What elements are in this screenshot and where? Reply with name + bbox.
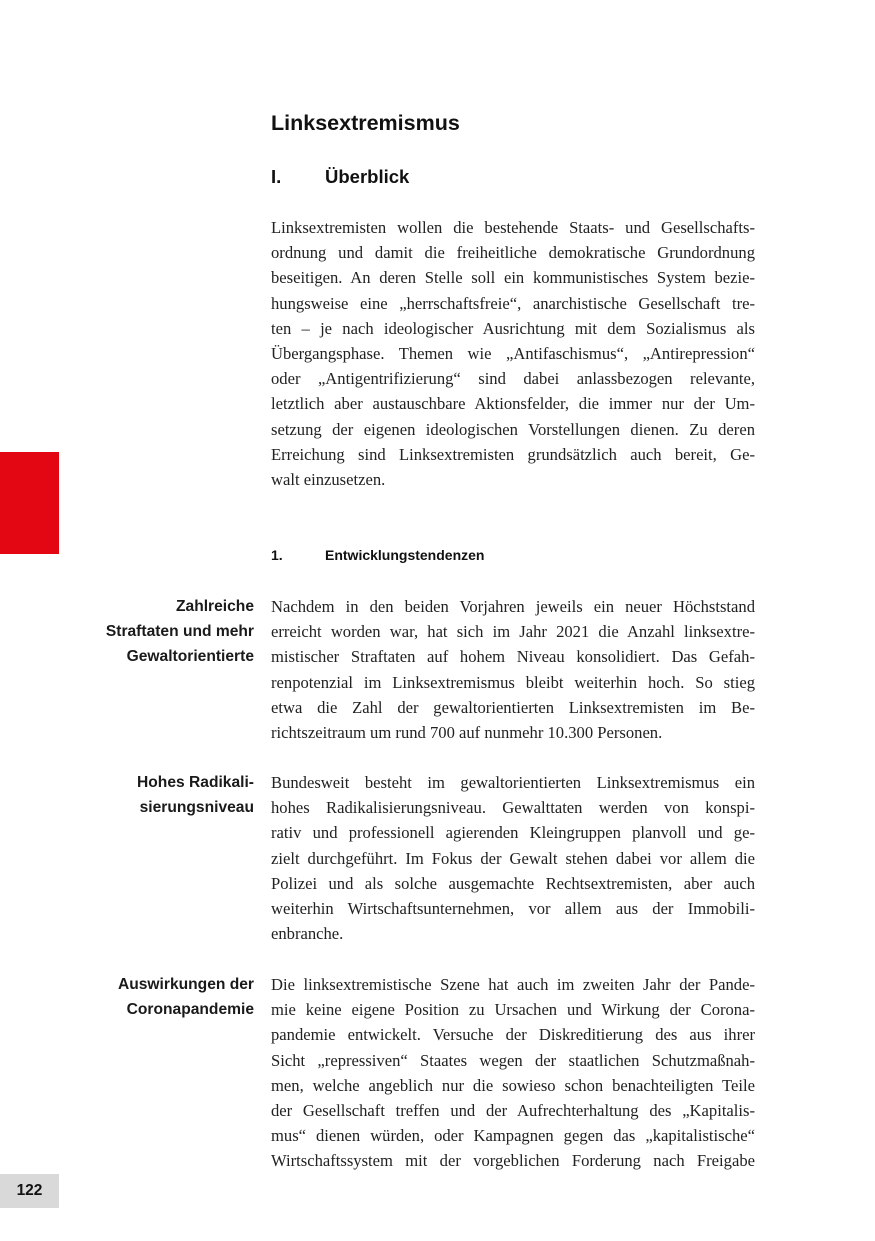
text-line: rativ und professionell agierenden Kleingruppen planvoll und ge-	[271, 823, 755, 843]
text-line: pandemie entwickelt. Versuche der Diskreditierung des aus ihrer	[271, 1025, 755, 1045]
section-title: Überblick	[325, 166, 410, 187]
subsection-number: 1.	[271, 547, 283, 563]
text-line: enbranche.	[271, 924, 344, 944]
text-line: hungsweise eine „herrschaftsfreie“, anarchistische Gesellschaft tre-	[271, 293, 755, 313]
text-line: Die linksextremistische Szene hat auch im zweiten Jahr der Pande-	[271, 975, 755, 994]
body-paragraph	[271, 770, 755, 946]
margin-note: Zahlreiche Straftaten und mehr Gewaltorientierte	[105, 598, 254, 666]
text-line: setzung der eigenen ideologischen Vorstellungen dienen. Zu deren	[271, 419, 755, 439]
intro-paragraph	[271, 215, 755, 492]
text-line: erreicht worden war, hat sich im Jahr 2021 die Anzahl linksextre-	[271, 622, 755, 642]
chapter-title: Linksextremismus	[271, 111, 460, 135]
text-line: zielt durchgeführt. Im Fokus der Gewalt stehen dabei vor allem die	[271, 848, 755, 868]
text-line: Nachdem in den beiden Vorjahren jeweils ein neuer Höchststand	[271, 597, 755, 616]
text-line: der Gesellschaft treffen und der Aufrechterhaltung des „Kapitalis-	[271, 1100, 755, 1120]
text-line: oder „Antigentrifizierung“ sind dabei anlassbezogen relevante,	[271, 369, 755, 389]
body-paragraph	[271, 594, 755, 745]
text-line: men, welche angeblich nur die sowieso schon benachteiligten Teile	[271, 1075, 755, 1095]
text-line: Erreichung sind Linksextremisten grundsätzlich auch bereit, Ge-	[271, 444, 755, 464]
page-number: 122	[0, 1174, 59, 1208]
text-line: Linksextremisten wollen die bestehende Staats- und Gesellschafts-	[271, 218, 755, 237]
text-line: Übergangsphase. Themen wie „Antifaschismus“, „Antirepression“	[271, 343, 755, 363]
text-line: renpotenzial im Linksextremismus bleibt weiterhin hoch. So stieg	[271, 672, 755, 692]
text-line: beseitigen. An deren Stelle soll ein kommunistisches System bezie-	[271, 268, 755, 288]
text-line: walt einzusetzen.	[271, 469, 386, 489]
text-line: etwa die Zahl der gewaltorientierten Linksextremisten im Be-	[271, 697, 755, 717]
margin-note: Auswirkungen der Coronapandemie	[117, 976, 254, 1019]
text-line: mie keine eigene Position zu Ursachen und Wirkung der Corona-	[271, 1000, 755, 1020]
text-line: weiterhin Wirtschaftsunternehmen, vor allem aus der Immobili-	[271, 898, 755, 918]
text-line: Sicht „repressiven“ Staates wegen der staatlichen Schutzmaßnah-	[271, 1050, 755, 1070]
subsection-title: Entwicklungstendenzen	[325, 547, 485, 563]
text-line: Bundesweit besteht im gewaltorientierten Linksextremismus ein	[271, 773, 755, 792]
text-line: mistischer Straftaten auf hohem Niveau konsolidiert. Das Gefah-	[271, 647, 755, 667]
text-line: mus“ dienen würden, oder Kampagnen gegen das „kapitalistische“	[271, 1126, 755, 1146]
text-line: ordnung und damit die freiheitliche demokratische Grundordnung	[271, 243, 755, 263]
text-line: Polizei und als solche ausgemachte Rechtsextremisten, aber auch	[271, 873, 755, 893]
text-line: Wirtschaftssystem mit der vorgeblichen Forderung nach Freigabe	[271, 1151, 755, 1171]
section-number: I.	[271, 166, 282, 187]
text-line: letztlich aber austauschbare Aktionsfelder, die immer nur der Um-	[271, 394, 755, 414]
chapter-tab-marker	[0, 452, 59, 554]
margin-note: Hohes Radikali- sierungsniveau	[137, 774, 254, 817]
text-line: richtszeitraum um rund 700 auf nunmehr 10.300 Personen.	[271, 722, 663, 742]
body-paragraph	[271, 972, 755, 1174]
text-line: ten – je nach ideologischer Ausrichtung mit dem Sozialismus als	[271, 318, 755, 338]
text-line: hohes Radikalisierungsniveau. Gewalttaten werden von konspi-	[271, 798, 755, 818]
